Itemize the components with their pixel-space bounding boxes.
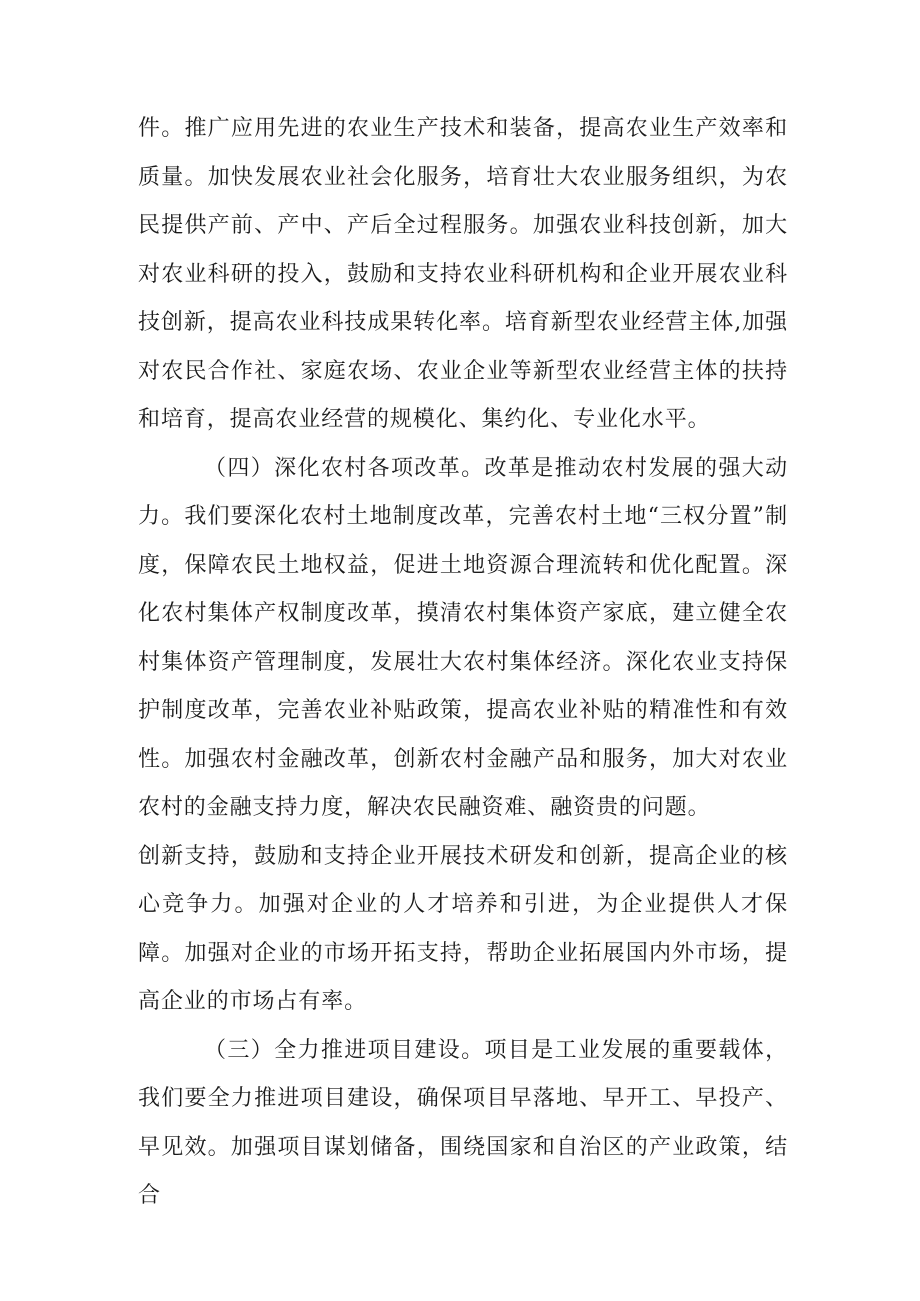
paragraph-enterprise-support: 创新支持，鼓励和支持企业开展技术研发和创新，提高企业的核心竞争力。加强对企业的人才培养和引进，为企业提供人才保障。加强对企业的市场开拓支持，帮助企业拓展国内外市场，提高企业的市场占有率。 [138,843,788,1014]
paragraph-rural-reform: （四）深化农村各项改革。改革是推动农村发展的强大动力。我们要深化农村土地制度改革，完善农村土地“三权分置”制度，保障农民土地权益，促进土地资源合理流转和优化配置。深化农村集体产权制度改革，摸清农村集体资产家底，建立健全农村集体资产管理制度，发展壮大农村集体经济。深化农业支持保护制度改革，完善农业补贴政策，提高农业补贴的精准性和有效性。加强农村金融改革，创新农村金融产品和服务，加大对农业农村的金融支持力度，解决农民融资难、融资贵的问题。 [138,455,788,820]
paragraph-project-construction: （三）全力推进项目建设。项目是工业发展的重要载体，我们要全力推进项目建设，确保项目早落地、早开工、早投产、早见效。加强项目谋划储备，围绕国家和自治区的产业政策，结合 [138,1037,788,1208]
document-body [138,105,788,1221]
paragraph-agriculture-modernization: 件。推广应用先进的农业生产技术和装备，提高农业生产效率和质量。加快发展农业社会化服务，培育壮大农业服务组织，为农民提供产前、产中、产后全过程服务。加强农业科技创新，加大对农业科研的投入，鼓励和支持农业科研机构和企业开展农业科技创新，提高农业科技成果转化率。培育新型农业经营主体,加强对农民合作社、家庭农场、农业企业等新型农业经营主体的扶持和培育，提高农业经营的规模化、集约化、专业化水平。 [138,116,788,432]
